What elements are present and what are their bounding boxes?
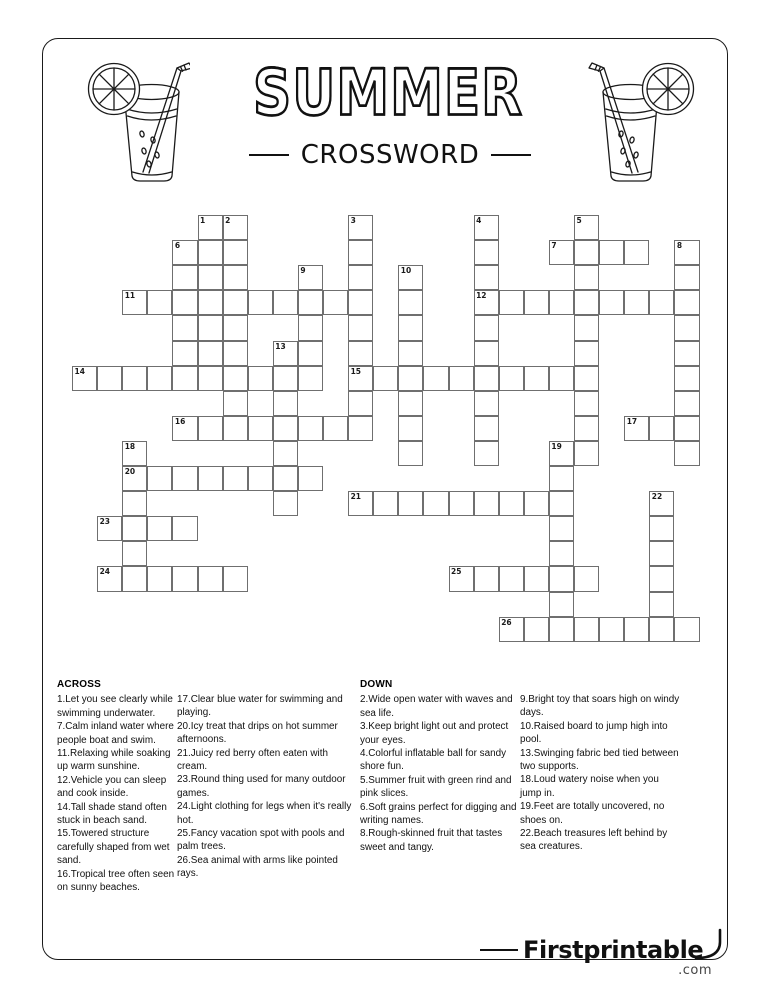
grid-cell[interactable] [323, 290, 348, 315]
grid-cell[interactable] [474, 366, 499, 391]
grid-cell[interactable] [574, 366, 599, 391]
grid-cell[interactable] [223, 215, 248, 240]
grid-cell[interactable] [122, 366, 147, 391]
grid-cell[interactable] [147, 290, 172, 315]
clue-text: Bright toy that soars high on windy days. [520, 694, 680, 719]
grid-cell[interactable] [474, 416, 499, 441]
clue-text: Soft grains perfect for digging and writing names. [360, 801, 517, 827]
grid-cell[interactable] [122, 541, 147, 566]
clue-item [520, 720, 680, 747]
grid-cell[interactable] [674, 341, 699, 366]
clue-number: 8. [360, 828, 369, 840]
grid-cell[interactable] [624, 416, 649, 441]
grid-cell[interactable] [273, 466, 298, 491]
grid-cell-number: 4 [476, 216, 482, 225]
grid-cell[interactable] [223, 366, 248, 391]
down-heading: DOWN [360, 679, 393, 690]
grid-cell[interactable] [348, 341, 373, 366]
clue-number: 16. [57, 868, 71, 880]
grid-cell[interactable] [524, 491, 549, 516]
grid-cell[interactable] [549, 441, 574, 466]
grid-cell[interactable] [198, 290, 223, 315]
clue-text: Vehicle you can sleep and cook inside. [57, 774, 167, 800]
grid-cell[interactable] [198, 341, 223, 366]
down-column-2-spacer [520, 678, 680, 693]
grid-cell[interactable] [474, 491, 499, 516]
grid-cell[interactable] [599, 290, 624, 315]
clue-number: 20. [177, 720, 191, 732]
grid-cell[interactable] [474, 240, 499, 265]
grid-cell[interactable] [549, 617, 574, 642]
across-column-2 [177, 678, 360, 895]
grid-cell[interactable] [147, 516, 172, 541]
grid-cell-number: 25 [451, 567, 462, 577]
grid-cell[interactable] [72, 366, 97, 391]
grid-cell[interactable] [172, 265, 197, 290]
grid-cell[interactable] [649, 617, 674, 642]
grid-cell-number: 7 [551, 241, 557, 251]
grid-cell[interactable] [398, 315, 423, 340]
grid-cell[interactable] [674, 416, 699, 441]
clue-text: Let you see clearly while swimming underwater. [57, 694, 173, 719]
grid-cell[interactable] [474, 391, 499, 416]
grid-cell[interactable] [373, 491, 398, 516]
clue-number: 11. [57, 748, 70, 760]
clue-number: 5. [360, 774, 369, 786]
brand-name: Firstprintable [523, 936, 704, 964]
grid-cell[interactable] [172, 315, 197, 340]
grid-cell[interactable] [524, 566, 549, 591]
clue-number: 6. [360, 801, 369, 813]
grid-cell[interactable] [549, 491, 574, 516]
grid-cell[interactable] [198, 315, 223, 340]
clue-number: 25. [177, 828, 191, 840]
grid-cell[interactable] [223, 315, 248, 340]
clue-item [57, 693, 177, 720]
clue-text: Raised board to jump high into pool. [520, 720, 668, 746]
grid-cell[interactable] [599, 240, 624, 265]
footer [480, 932, 728, 988]
grid-cell[interactable] [273, 290, 298, 315]
clue-number: 21. [177, 747, 191, 759]
grid-cell[interactable] [273, 366, 298, 391]
clue-item [57, 720, 177, 747]
grid-cell-number: 1 [200, 216, 206, 225]
clue-number: 23. [177, 774, 191, 786]
clue-number: 10. [520, 720, 534, 732]
grid-cell[interactable] [172, 466, 197, 491]
clue-number: 9. [520, 694, 529, 705]
grid-cell[interactable] [172, 366, 197, 391]
clue-item [360, 720, 520, 747]
across-section [57, 678, 360, 895]
grid-cell[interactable] [599, 617, 624, 642]
grid-cell[interactable] [449, 491, 474, 516]
brand-logo [480, 938, 703, 962]
grid-cell-number: 2 [225, 216, 231, 225]
clue-number: 24. [177, 801, 191, 813]
grid-cell[interactable] [223, 466, 248, 491]
clue-text: Beach treasures left behind by sea creatures. [520, 828, 668, 853]
grid-cell[interactable] [574, 215, 599, 240]
clue-item [177, 720, 360, 747]
grid-cell[interactable] [298, 265, 323, 290]
clue-item [177, 773, 360, 800]
grid-cell[interactable] [172, 416, 197, 441]
clue-item [520, 800, 680, 827]
clue-item [57, 801, 177, 828]
grid-cell[interactable] [474, 341, 499, 366]
grid-cell[interactable] [298, 366, 323, 391]
clue-text: Keep bright light out and protect your eyes. [360, 721, 509, 746]
grid-cell[interactable] [273, 491, 298, 516]
grid-cell[interactable] [674, 290, 699, 315]
clue-item [360, 801, 520, 828]
grid-cell-number: 3 [350, 216, 356, 225]
grid-cell-number: 18 [124, 441, 136, 451]
clue-text: Relaxing while soaking up warm sunshine. [57, 748, 171, 773]
clue-number: 18. [520, 774, 534, 786]
grid-cell[interactable] [474, 290, 499, 315]
clue-text: Loud watery noise when you jump in. [520, 774, 659, 799]
clue-text: Calm inland water where people boat and swim. [57, 721, 174, 746]
clue-item [360, 693, 520, 720]
clue-item [177, 854, 360, 881]
grid-cell[interactable] [449, 366, 474, 391]
grid-cell[interactable] [348, 240, 373, 265]
grid-cell[interactable] [172, 240, 197, 265]
grid-cell-number: 26 [501, 617, 512, 627]
grid-cell[interactable] [122, 466, 147, 491]
clue-item [177, 827, 360, 854]
clue-item [360, 774, 520, 801]
clue-item [360, 747, 520, 774]
grid-cell[interactable] [398, 491, 423, 516]
grid-cell[interactable] [223, 391, 248, 416]
clue-item [57, 747, 177, 774]
grid-cell[interactable] [273, 416, 298, 441]
grid-cell[interactable] [499, 491, 524, 516]
grid-cell[interactable] [198, 240, 223, 265]
across-heading: ACROSS [57, 679, 101, 690]
grid-cell[interactable] [248, 416, 273, 441]
grid-cell[interactable] [624, 617, 649, 642]
clue-text: Colorful inflatable ball for sandy shore fun. [360, 748, 507, 773]
grid-cell[interactable] [474, 566, 499, 591]
grid-cell[interactable] [398, 366, 423, 391]
grid-cell[interactable] [348, 366, 373, 391]
grid-cell[interactable] [198, 215, 223, 240]
clue-item [520, 773, 680, 800]
down-column-1 [360, 678, 520, 895]
grid-cell[interactable] [549, 240, 574, 265]
grid-cell[interactable] [549, 516, 574, 541]
grid-cell[interactable] [198, 466, 223, 491]
clue-number: 19. [520, 801, 534, 813]
grid-cell[interactable] [273, 391, 298, 416]
clue-number: 4. [360, 748, 369, 760]
grid-cell-number: 23 [99, 517, 111, 527]
grid-cell[interactable] [348, 215, 373, 240]
grid-cell[interactable] [649, 491, 674, 516]
grid-cell[interactable] [298, 315, 323, 340]
grid-cell[interactable] [223, 341, 248, 366]
across-column-1 [57, 678, 177, 895]
grid-cell[interactable] [574, 566, 599, 591]
grid-cell[interactable] [398, 265, 423, 290]
clue-item [57, 774, 177, 801]
clue-text: Tall shade stand often stuck in beach sand. [57, 801, 167, 827]
grid-cell[interactable] [674, 315, 699, 340]
grid-cell[interactable] [524, 366, 549, 391]
grid-cell[interactable] [524, 290, 549, 315]
grid-cell[interactable] [122, 566, 147, 591]
grid-cell[interactable] [122, 441, 147, 466]
grid-cell[interactable] [172, 516, 197, 541]
grid-cell[interactable] [122, 516, 147, 541]
grid-cell[interactable] [499, 566, 524, 591]
grid-cell[interactable] [549, 290, 574, 315]
grid-cell-number: 9 [300, 266, 306, 276]
grid-cell[interactable] [624, 290, 649, 315]
grid-cell[interactable] [423, 491, 448, 516]
clue-item [177, 747, 360, 774]
grid-cell[interactable] [223, 265, 248, 290]
grid-cell[interactable] [649, 416, 674, 441]
clue-text: Clear blue water for swimming and playing. [177, 694, 343, 719]
clue-text: Towered structure carefully shaped from wet sand. [57, 828, 170, 867]
grid-cell[interactable] [574, 416, 599, 441]
grid-cell[interactable] [499, 617, 524, 642]
grid-cell-number: 19 [551, 441, 562, 451]
grid-cell[interactable] [449, 566, 474, 591]
grid-cell[interactable] [122, 290, 147, 315]
grid-cell[interactable] [674, 240, 699, 265]
clue-item [520, 747, 680, 774]
clue-text: Feet are totally uncovered, no shoes on. [520, 801, 665, 826]
page-subtitle: CROSSWORD [300, 140, 480, 170]
grid-cell[interactable] [147, 566, 172, 591]
clue-number: 1. [57, 694, 66, 706]
grid-cell-number: 10 [400, 266, 412, 276]
clue-item [57, 868, 177, 895]
grid-cell-number: 17 [626, 416, 638, 426]
clue-text: Icy treat that drips on hot summer afternoons. [177, 720, 338, 746]
clue-number: 15. [57, 828, 71, 840]
clue-number: 14. [57, 801, 71, 813]
grid-cell[interactable] [549, 366, 574, 391]
grid-cell[interactable] [348, 491, 373, 516]
clue-item [360, 827, 520, 854]
grid-cell[interactable] [574, 391, 599, 416]
grid-cell-number: 6 [174, 241, 181, 251]
clue-number: 26. [177, 854, 191, 866]
clue-text: Wide open water with waves and sea life. [360, 694, 513, 719]
clue-text: Summer fruit with green rind and pink slices. [360, 774, 512, 800]
grid-cell[interactable] [348, 416, 373, 441]
grid-cell[interactable] [674, 265, 699, 290]
across-column-2-spacer [177, 678, 360, 693]
grid-cell[interactable] [549, 466, 574, 491]
clue-item [520, 693, 680, 720]
grid-cell[interactable] [649, 516, 674, 541]
grid-cell[interactable] [423, 366, 448, 391]
grid-cell-number: 16 [174, 416, 186, 426]
clue-item [177, 800, 360, 827]
grid-cell[interactable] [147, 366, 172, 391]
grid-cell[interactable] [574, 617, 599, 642]
grid-cell[interactable] [348, 391, 373, 416]
clues-section [57, 678, 729, 895]
grid-cell[interactable] [223, 416, 248, 441]
clue-text: Round thing used for many outdoor games. [177, 774, 346, 799]
grid-cell[interactable] [273, 441, 298, 466]
grid-cell[interactable] [248, 466, 273, 491]
grid-cell[interactable] [298, 416, 323, 441]
grid-cell[interactable] [474, 265, 499, 290]
clue-text: Fancy vacation spot with pools and palm trees. [177, 828, 345, 853]
down-section [360, 678, 680, 895]
grid-cell[interactable] [248, 290, 273, 315]
grid-cell[interactable] [574, 341, 599, 366]
grid-cell[interactable] [398, 391, 423, 416]
grid-cell[interactable] [198, 566, 223, 591]
grid-cell[interactable] [649, 592, 674, 617]
grid-cell[interactable] [674, 441, 699, 466]
grid-cell[interactable] [323, 416, 348, 441]
grid-cell[interactable] [398, 290, 423, 315]
grid-cell[interactable] [398, 416, 423, 441]
clue-number: 17. [177, 694, 191, 705]
brand-rule [480, 949, 518, 952]
grid-cell-number: 11 [124, 291, 136, 301]
grid-cell-number: 20 [124, 467, 136, 476]
grid-cell-number: 15 [350, 366, 362, 376]
grid-cell[interactable] [223, 290, 248, 315]
grid-cell[interactable] [649, 566, 674, 591]
grid-cell[interactable] [474, 441, 499, 466]
clue-text: Rough-skinned fruit that tastes sweet and tangy. [360, 828, 503, 853]
clue-item [177, 693, 360, 720]
grid-cell[interactable] [172, 290, 197, 315]
brand-tld: .com [678, 963, 712, 978]
clue-number: 3. [360, 721, 369, 733]
grid-cell[interactable] [574, 315, 599, 340]
grid-cell[interactable] [674, 366, 699, 391]
grid-cell[interactable] [373, 366, 398, 391]
grid-cell[interactable] [298, 290, 323, 315]
grid-cell[interactable] [172, 566, 197, 591]
grid-cell[interactable] [549, 541, 574, 566]
grid-cell[interactable] [172, 341, 197, 366]
grid-cell[interactable] [348, 265, 373, 290]
clue-text: Swinging fabric bed tied between two supports. [520, 747, 679, 773]
grid-cell[interactable] [97, 366, 122, 391]
grid-cell[interactable] [223, 240, 248, 265]
grid-cell-number: 21 [350, 492, 362, 502]
grid-cell[interactable] [198, 416, 223, 441]
page-title: SUMMER [252, 57, 524, 131]
grid-cell[interactable] [398, 441, 423, 466]
grid-cell[interactable] [97, 566, 122, 591]
grid-cell[interactable] [298, 341, 323, 366]
grid-cell[interactable] [624, 240, 649, 265]
grid-cell[interactable] [674, 617, 699, 642]
grid-cell[interactable] [474, 315, 499, 340]
grid-cell[interactable] [549, 592, 574, 617]
clue-number: 12. [57, 774, 71, 786]
clue-text: Tropical tree often seen on sunny beaches. [57, 868, 175, 894]
grid-cell[interactable] [398, 341, 423, 366]
grid-cell[interactable] [574, 265, 599, 290]
grid-cell[interactable] [97, 516, 122, 541]
grid-cell[interactable] [198, 265, 223, 290]
grid-cell[interactable] [649, 541, 674, 566]
grid-cell[interactable] [574, 290, 599, 315]
grid-cell[interactable] [122, 491, 147, 516]
grid-cell[interactable] [674, 391, 699, 416]
grid-cell[interactable] [499, 366, 524, 391]
clue-number: 22. [520, 828, 534, 840]
grid-cell[interactable] [574, 441, 599, 466]
grid-cell-number: 8 [676, 241, 683, 251]
clue-number: 7. [57, 721, 66, 733]
grid-cell[interactable] [248, 366, 273, 391]
grid-cell[interactable] [273, 341, 298, 366]
clue-item [520, 827, 680, 854]
grid-cell[interactable] [348, 290, 373, 315]
grid-cell[interactable] [499, 290, 524, 315]
grid-cell-number: 24 [99, 567, 111, 577]
grid-cell[interactable] [198, 366, 223, 391]
grid-cell-number: 12 [476, 291, 487, 301]
grid-cell[interactable] [649, 290, 674, 315]
grid-cell-number: 14 [74, 366, 85, 376]
grid-cell[interactable] [223, 566, 248, 591]
grid-cell[interactable] [298, 466, 323, 491]
clue-text: Sea animal with arms like pointed rays. [177, 854, 338, 880]
grid-cell[interactable] [549, 566, 574, 591]
grid-cell[interactable] [147, 466, 172, 491]
clue-number: 2. [360, 694, 369, 706]
clue-text: Juicy red berry often eaten with cream. [177, 747, 328, 773]
grid-cell[interactable] [474, 215, 499, 240]
down-column-2 [520, 678, 680, 895]
grid-cell-number: 22 [651, 492, 663, 502]
grid-cell[interactable] [574, 240, 599, 265]
grid-cell[interactable] [348, 315, 373, 340]
clue-number: 13. [520, 747, 534, 759]
clue-item [57, 827, 177, 867]
grid-cell-number: 13 [275, 341, 286, 351]
grid-cell-number: 5 [576, 216, 582, 225]
grid-cell[interactable] [524, 617, 549, 642]
clue-text: Light clothing for legs when it's really hot. [177, 801, 352, 826]
